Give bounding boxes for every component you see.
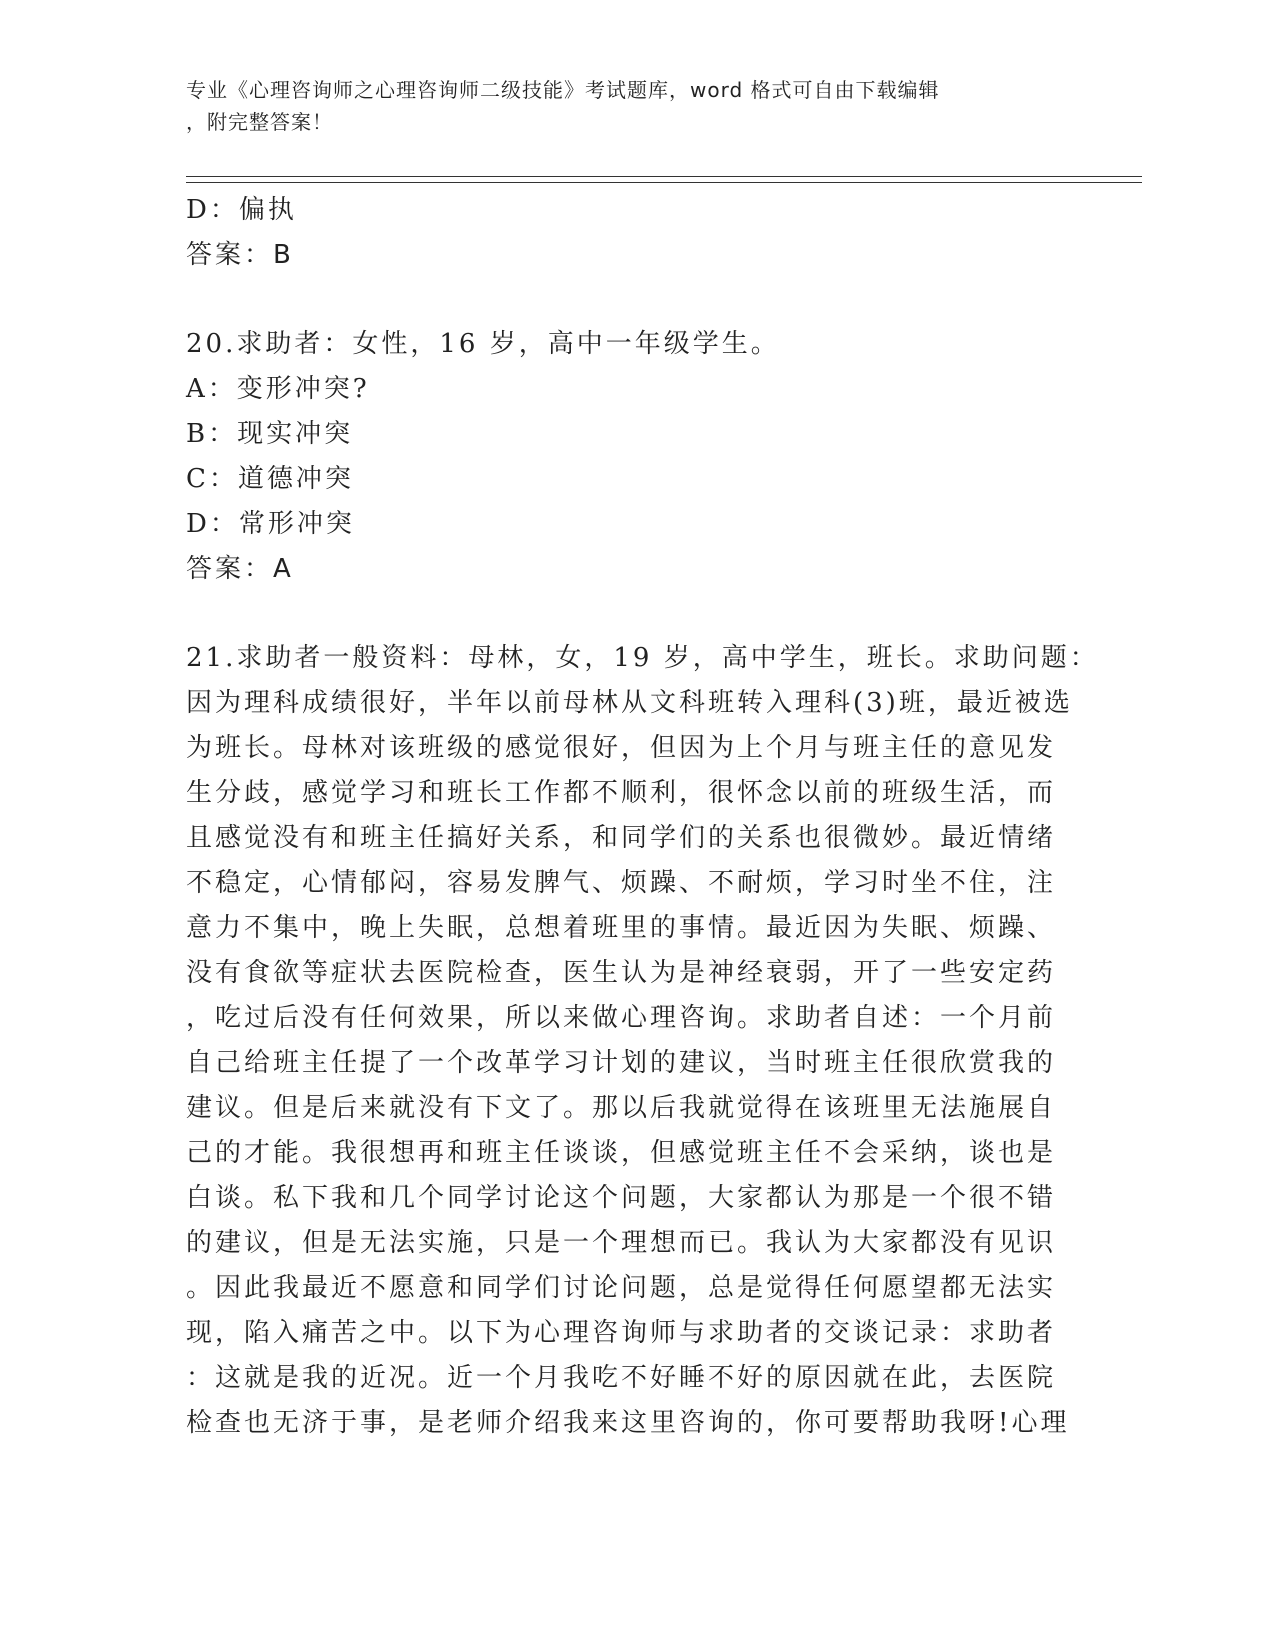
q20-option-d: D：常形冲突 <box>186 509 355 539</box>
q21-line: 意力不集中，晚上失眠，总想着班里的事情。最近因为失眠、烦躁、 <box>186 913 1057 943</box>
q21-line: 为班长。母林对该班级的感觉很好，但因为上个月与班主任的意见发 <box>186 733 1057 763</box>
q21-line: 检查也无济于事，是老师介绍我来这里咨询的，你可要帮助我呀!心理 <box>186 1408 1070 1438</box>
header-divider-bottom <box>186 182 1142 183</box>
q20-answer: 答案：A <box>186 554 294 584</box>
q21-line: 的建议，但是无法实施，只是一个理想而已。我认为大家都没有见识 <box>186 1228 1057 1258</box>
spacer <box>186 592 1066 636</box>
q21-passage <box>186 636 1099 1446</box>
q21-line: 建议。但是后来就没有下文了。那以后我就觉得在该班里无法施展自 <box>186 1093 1057 1123</box>
q21-line: 没有食欲等症状去医院检查，医生认为是神经衰弱，开了一些安定药 <box>186 958 1057 988</box>
header-line-1: 专业《心理咨询师之心理咨询师二级技能》考试题库，word 格式可自由下载编辑 <box>186 78 940 102</box>
document-header <box>186 74 1066 138</box>
q20-option-c: C：道德冲突 <box>186 464 354 494</box>
q20-option-b: B：现实冲突 <box>186 419 354 449</box>
q21-line: 白谈。私下我和几个同学讨论这个问题，大家都认为那是一个很不错 <box>186 1183 1057 1213</box>
q20-question: 20.求助者：女性，16 岁，高中一年级学生。 <box>186 329 780 359</box>
document-body <box>186 188 1099 1446</box>
header-line-2: ，附完整答案！ <box>186 110 333 134</box>
prev-option-d: D：偏执 <box>186 195 297 225</box>
q21-line: 。因此我最近不愿意和同学们讨论问题，总是觉得任何愿望都无法实 <box>186 1273 1057 1303</box>
q21-line: 因为理科成绩很好，半年以前母林从文科班转入理科(3)班，最近被选 <box>186 688 1073 718</box>
q21-line: 生分歧，感觉学习和班长工作都不顺利，很怀念以前的班级生活，而 <box>186 778 1057 808</box>
q21-line: ，吃过后没有任何效果，所以来做心理咨询。求助者自述：一个月前 <box>186 1003 1057 1033</box>
q21-line: ：这就是我的近况。近一个月我吃不好睡不好的原因就在此，去医院 <box>186 1363 1057 1393</box>
q21-line: 不稳定，心情郁闷，容易发脾气、烦躁、不耐烦，学习时坐不住，注 <box>186 868 1057 898</box>
q20-option-a: A：变形冲突? <box>186 374 370 404</box>
q21-line: 21.求助者一般资料：母林，女，19 岁，高中学生，班长。求助问题： <box>186 643 1099 673</box>
q21-line: 己的才能。我很想再和班主任谈谈，但感觉班主任不会采纳，谈也是 <box>186 1138 1057 1168</box>
header-divider-top <box>186 176 1142 177</box>
spacer <box>186 278 1066 322</box>
q21-line: 自己给班主任提了一个改革学习计划的建议，当时班主任很欣赏我的 <box>186 1048 1057 1078</box>
q21-line: 现，陷入痛苦之中。以下为心理咨询师与求助者的交谈记录：求助者 <box>186 1318 1057 1348</box>
q21-line: 且感觉没有和班主任搞好关系，和同学们的关系也很微妙。最近情绪 <box>186 823 1057 853</box>
prev-answer: 答案：B <box>186 240 294 270</box>
